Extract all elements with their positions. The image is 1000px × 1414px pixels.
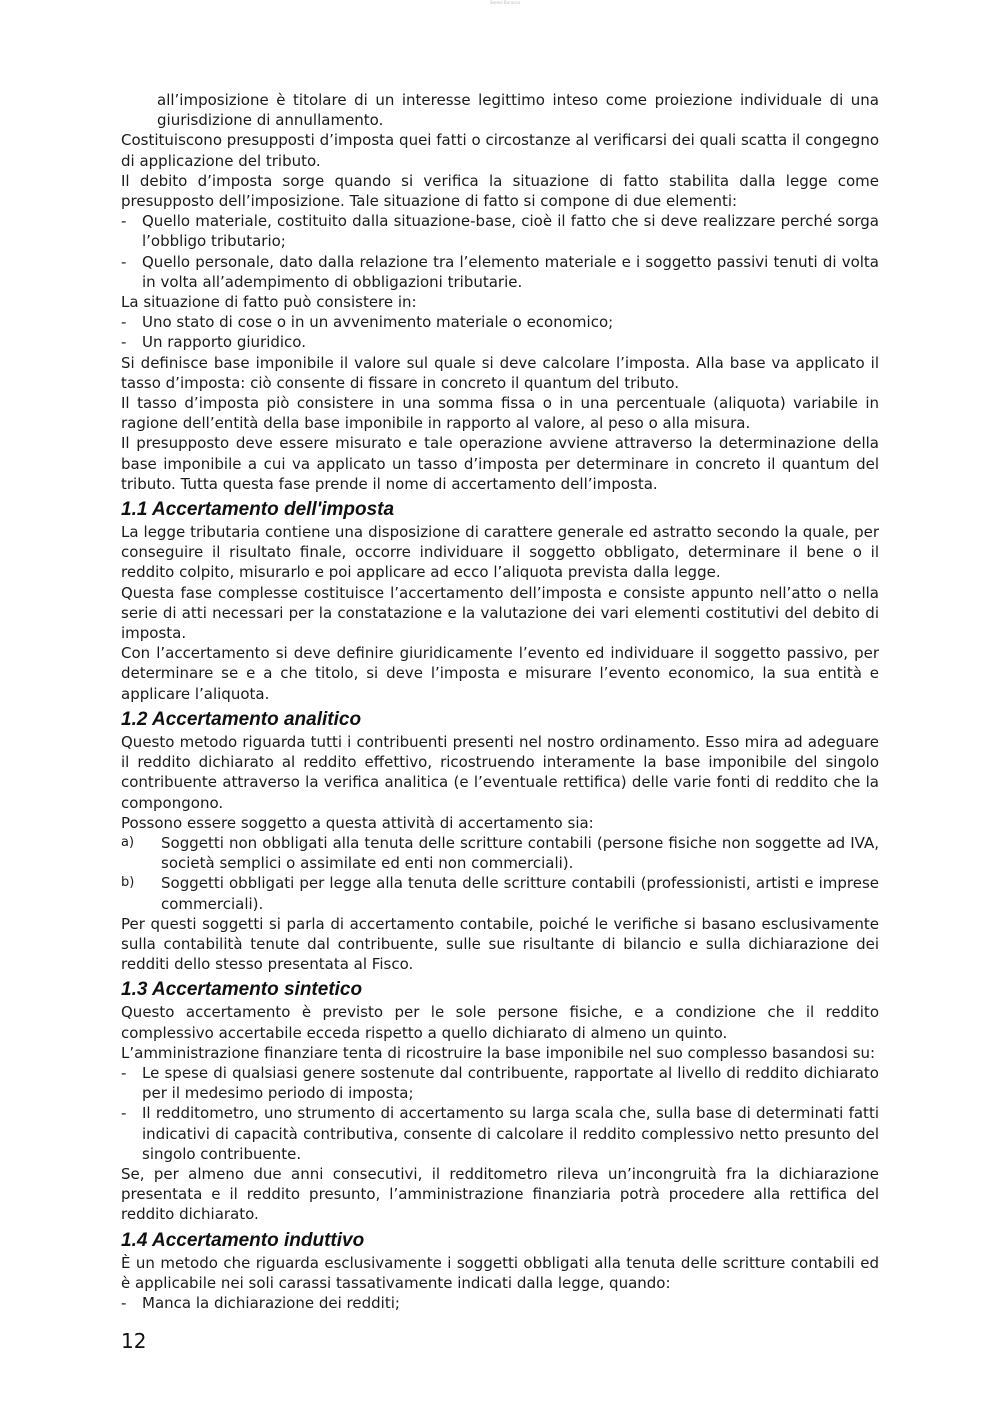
section-heading-1-1: 1.1 Accertamento dell'imposta <box>121 499 395 521</box>
paragraph: La legge tributaria contiene una disposizione di carattere generale ed astratto secondo la quale, per conseguire il risultato finale, occorre individuare il soggetto obbligato, determinare il bene o il reddito colpito, misurarlo e poi applicare ad ecco l’aliquota prevista dalla legge. <box>121 523 879 582</box>
list-item: - Un rapporto giuridico. <box>121 333 306 352</box>
paragraph: Il tasso d’imposta piò consistere in una somma fissa o in una percentuale (aliquota) variabile in ragione dell’entità della base imponibile in rapporto al valore, al peso o alla misura. <box>121 394 879 433</box>
list-item: - Quello materiale, costituito dalla situazione-base, cioè il fatto che si deve realizzare perché sorga l’obbligo tributario; <box>121 212 879 251</box>
list-item: - Quello personale, dato dalla relazione tra l’elemento materiale e i soggetto passivi tenuti di volta in volta all’adempimento di obbligazioni tributarie. <box>121 252 879 291</box>
paragraph: Questo accertamento è previsto per le sole persone fisiche, e a condizione che il reddito complessivo accertabile ecceda rispetto a quello dichiarato di almeno un quinto. <box>121 1003 879 1042</box>
paragraph: Con l’accertamento si deve definire giuridicamente l’evento ed individuare il soggetto passivo, per determinare se e a che titolo, si deve l’imposta e misurare l’evento economico, la sua entità e applicare l’aliquota. <box>121 644 879 703</box>
paragraph: Il presupposto deve essere misurato e tale operazione avviene attraverso la determinazione della base imponibile a cui va applicato un tasso d’imposta per determinare in concreto il quantum del tributo. Tutta questa fase prende il nome di accertamento dell’imposta. <box>121 434 879 493</box>
situations-list <box>121 312 879 352</box>
list-item: - Manca la dichiarazione dei redditi; <box>121 1293 400 1312</box>
section-heading-1-3: 1.3 Accertamento sintetico <box>121 979 363 1001</box>
elements-list <box>121 211 879 292</box>
subjects-list <box>121 833 879 914</box>
paragraph: Se, per almeno due anni consecutivi, il redditometro rileva un’incongruità fra la dichiarazione presentata e il reddito presunto, l’amministrazione finanziaria potrà procedere alla rettifica del reddito dichiarato. <box>121 1164 879 1224</box>
list-item: b) Soggetti obbligati per legge alla tenuta delle scritture contabili (professionisti, artisti e imprese commerciali). <box>121 874 879 913</box>
paragraph: Per questi soggetti si parla di accertamento contabile, poiché le verifiche si basano esclusivamente sulla contabilità tenute dal contribuente, sulle sue risultante di bilancio e sulla dichiarazione dei redditi dello stesso presentata al Fisco. <box>121 914 879 974</box>
list-item: - Il redditometro, uno strumento di accertamento su larga scala che, sulla base di determinati fatti indicativi di capacità contributiva, consente di calcolare il reddito complessivo netto presunto del singolo contribuente. <box>121 1104 879 1163</box>
section-heading-1-2: 1.2 Accertamento analitico <box>121 708 362 730</box>
paragraph: Si definisce base imponibile il valore sul quale si deve calcolare l’imposta. Alla base va applicato il tasso d’imposta: ciò consente di fissare in concreto il quantum del tributo. <box>121 353 879 392</box>
paragraph: È un metodo che riguarda esclusivamente i soggetti obbligati alla tenuta delle scritture contabili ed è applicabile nei soli carassi tassativamente indicati dalla legge, quando: <box>121 1253 879 1292</box>
dash-bullet: - <box>121 1293 127 1312</box>
dash-bullet: - <box>121 1063 127 1082</box>
conditions-list <box>121 1293 879 1313</box>
paragraph: Costituiscono presupposti d’imposta quei fatti o circostanze al verificarsi dei quali scatta il congegno di applicazione del tributo. <box>121 131 879 170</box>
basis-list <box>121 1063 879 1164</box>
paragraph: Il debito d’imposta sorge quando si verifica la situazione di fatto stabilita dalla legge come presupposto dell’imposizione. Tale situazione di fatto si compone di due elementi: <box>121 171 879 211</box>
paragraph: La situazione di fatto può consistere in: <box>121 293 417 312</box>
dash-bullet: - <box>121 1104 127 1123</box>
document-page <box>121 90 879 1313</box>
dash-bullet: - <box>121 333 127 352</box>
dash-bullet: - <box>121 252 127 271</box>
dash-bullet: - <box>121 313 127 332</box>
section-heading-1-4: 1.4 Accertamento induttivo <box>121 1229 365 1251</box>
paragraph: Questa fase complesse costituisce l’accertamento dell’imposta e consiste appunto nell’atto o nella serie di atti necessari per la constatazione e la valutazione dei vari elementi costitutivi del debito di imposta. <box>121 583 879 643</box>
paragraph: Possono essere soggetto a questa attività di accertamento sia: <box>121 813 594 832</box>
list-item: a) Soggetti non obbligati alla tenuta delle scritture contabili (persone fisiche non soggette ad IVA, società semplici o assimilate ed enti non commerciali). <box>121 833 879 873</box>
list-item: - Le spese di qualsiasi genere sostenute dal contribuente, rapportate al livello di reddito dichiarato per il medesimo periodo di imposta; <box>121 1063 879 1103</box>
header-mark: Sereni Baracco <box>490 0 521 5</box>
list-marker: a) <box>121 834 135 850</box>
paragraph: Questo metodo riguarda tutti i contribuenti presenti nel nostro ordinamento. Esso mira ad adeguare il reddito dichiarato al reddito effettivo, ricostruendo interamente la base imponibile del singolo contribuente attraverso la verifica analitica (e l’eventuale rettifica) delle varie fonti di reddito che la compongono. <box>121 732 879 812</box>
continued-paragraph: all’imposizione è titolare di un interesse legittimo inteso come proiezione individuale di una giurisdizione di annullamento. <box>157 91 879 130</box>
list-marker: b) <box>121 875 135 891</box>
dash-bullet: - <box>121 212 127 231</box>
page-number: 12 <box>121 1329 147 1353</box>
paragraph: L’amministrazione finanziare tenta di ricostruire la base imponibile nel suo complesso basandosi su: <box>121 1043 876 1062</box>
list-item: - Uno stato di cose o in un avvenimento materiale o economico; <box>121 313 614 332</box>
